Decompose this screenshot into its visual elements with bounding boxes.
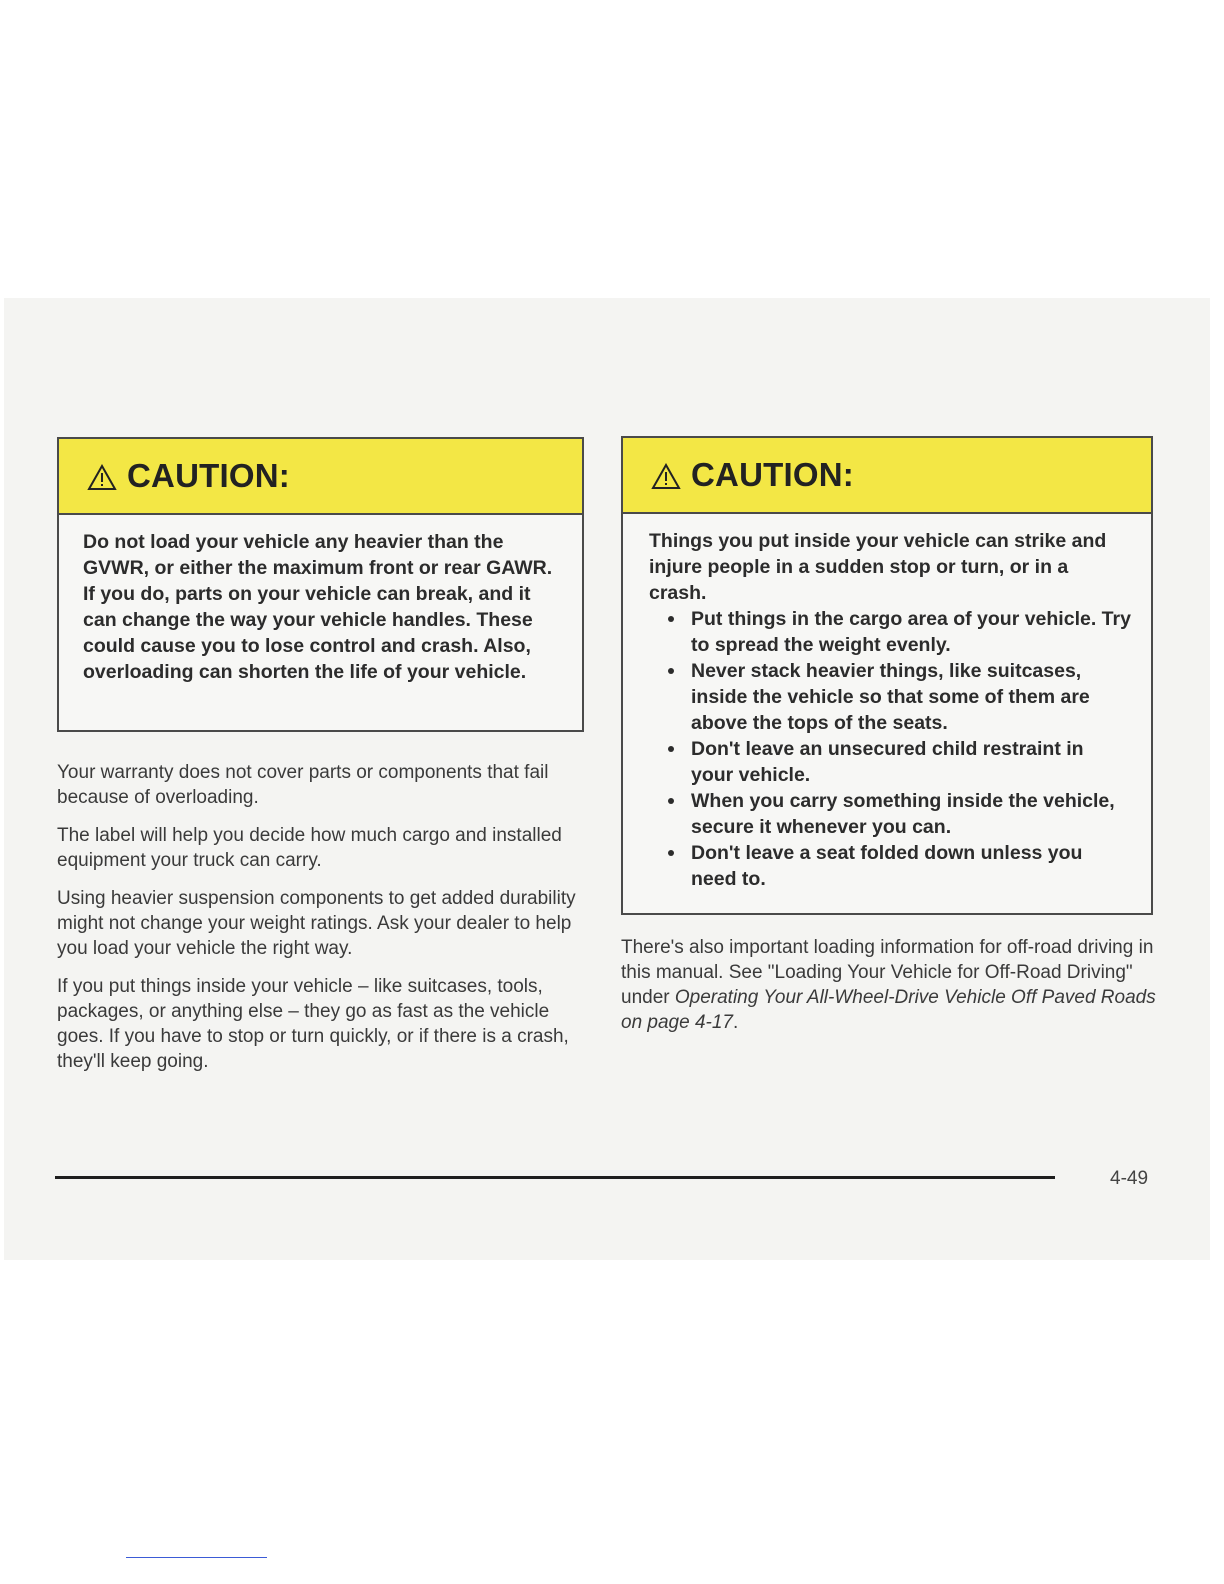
bullet-item: Never stack heavier things, like suitcases, inside the vehicle so that some of them are above the tops of the seats. xyxy=(691,658,1131,736)
caution-title: CAUTION: xyxy=(691,456,854,493)
off-road-text: There's also important loading information for off-road driving in this manual. See "Loading Your Vehicle for Off-Road Driving" under xyxy=(621,937,1154,1008)
caution-header xyxy=(59,439,582,515)
warning-triangle-icon xyxy=(651,463,681,490)
footer-rule xyxy=(55,1176,1055,1179)
paragraph-loose-items: If you put things inside your vehicle – like suitcases, tools, packages, or anything else – they go as fast as the vehicle goes. If you have to stop or turn quickly, or if there is a crash, they'll keep going. xyxy=(57,976,569,1072)
caution-header xyxy=(623,438,1151,514)
paragraph-label: The label will help you decide how much cargo and installed equipment your truck can carry. xyxy=(57,825,562,871)
bullet-item: Put things in the cargo area of your vehicle. Try to spread the weight evenly. xyxy=(691,608,1131,656)
caution-text: Do not load your vehicle any heavier than the GVWR, or either the maximum front or rear GAWR. If you do, parts on your vehicle can break, and it can change the way your vehicle handles. These could cause you to lose control and crash. Also, overloading can shorten the life of your vehicle. xyxy=(83,531,553,683)
caution-body xyxy=(623,514,1151,892)
paragraph-warranty: Your warranty does not cover parts or components that fail because of overloading. xyxy=(57,762,549,808)
caution-body xyxy=(59,515,582,685)
bullet-item: When you carry something inside the vehicle, secure it whenever you can. xyxy=(691,788,1131,840)
off-road-text-end: . xyxy=(733,1012,739,1033)
right-column-text xyxy=(621,935,1161,1048)
left-column-text xyxy=(57,760,587,1087)
bottom-underline xyxy=(126,1557,267,1558)
caution-title: CAUTION: xyxy=(127,457,290,494)
page-number: 4-49 xyxy=(1110,1168,1149,1189)
caution-box-overloading xyxy=(57,437,584,732)
bullet-item: Don't leave an unsecured child restraint in your vehicle. xyxy=(691,736,1131,788)
paragraph-suspension: Using heavier suspension components to get added durability might not change your weight ratings. Ask your dealer to help you load your vehicle the right way. xyxy=(57,888,576,959)
paragraph-off-road xyxy=(621,935,1161,1035)
cross-reference-link[interactable]: Operating Your All-Wheel-Drive Vehicle Off Paved Roads on page 4-17 xyxy=(621,987,1156,1033)
bullet-item: Don't leave a seat folded down unless you need to. xyxy=(691,840,1131,892)
warning-triangle-icon xyxy=(87,464,117,491)
caution-box-cargo xyxy=(621,436,1153,915)
caution-intro: Things you put inside your vehicle can strike and injure people in a sudden stop or turn, or in a crash. xyxy=(649,530,1107,604)
caution-bullet-list xyxy=(649,606,1131,892)
